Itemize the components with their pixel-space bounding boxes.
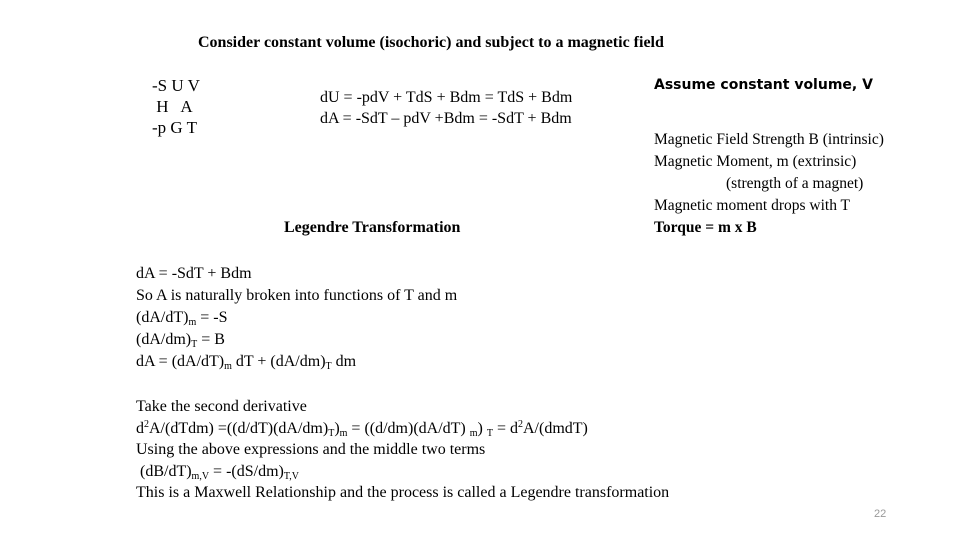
block2-line-3: Using the above expressions and the middle two terms (136, 441, 486, 458)
magnetic-line-2: Magnetic Moment, m (extrinsic) (654, 153, 857, 170)
block1-line-5: dA = $(dA/dT)_m$ dT + $(dA/dm)_T$ dm (136, 353, 357, 372)
legendre-heading: Legendre Transformation (284, 219, 461, 236)
block1-line-2: So A is naturally broken into functions of T and m (136, 287, 458, 304)
slide-title: Consider constant volume (isochoric) and subject to a magnetic field (198, 34, 664, 51)
assumption-note: Assume constant volume, V (654, 77, 873, 93)
du-equation: dU = -pdV + TdS + Bdm = TdS + Bdm (320, 89, 573, 106)
block1-line-3: $(dA/dT)_m = -S$ (136, 309, 228, 328)
derivation-block-1 (136, 263, 457, 373)
derivation-block-2 (136, 396, 669, 504)
magnetic-notes (654, 129, 884, 239)
square-row-2: H A (152, 97, 193, 116)
page-number: 22 (874, 508, 887, 520)
torque-line: Torque = m x B (654, 219, 757, 236)
thermodynamic-square (152, 75, 200, 138)
block2-line-2: $d^2A/(dTdm) =((d/dT)(dA/dm)_T)_m = ((d/dm)(dA/dT)$ $_m$) $_T = d^2A/(dmdT)$ (136, 418, 588, 439)
block2-line-1: Take the second derivative (136, 398, 307, 415)
block1-line-1: dA = -SdT + Bdm (136, 265, 252, 282)
magnetic-line-4: Magnetic moment drops with T (654, 197, 851, 214)
square-row-3: -p G T (152, 118, 198, 137)
da-equation: dA = -SdT – pdV +Bdm = -SdT + Bdm (320, 110, 572, 127)
differential-equations (320, 87, 572, 129)
square-row-1: -S U V (152, 76, 200, 95)
block1-line-4: $(dA/dm)_T = B$ (136, 331, 225, 350)
magnetic-line-3: (strength of a magnet) (726, 175, 864, 192)
magnetic-line-1: Magnetic Field Strength B (intrinsic) (654, 131, 884, 148)
block2-line-4: $(dB/dT)_{m,V} = -(dS/dm)_{T,V}$ (136, 462, 299, 482)
block2-line-5: This is a Maxwell Relationship and the process is called a Legendre transformation (136, 484, 670, 501)
